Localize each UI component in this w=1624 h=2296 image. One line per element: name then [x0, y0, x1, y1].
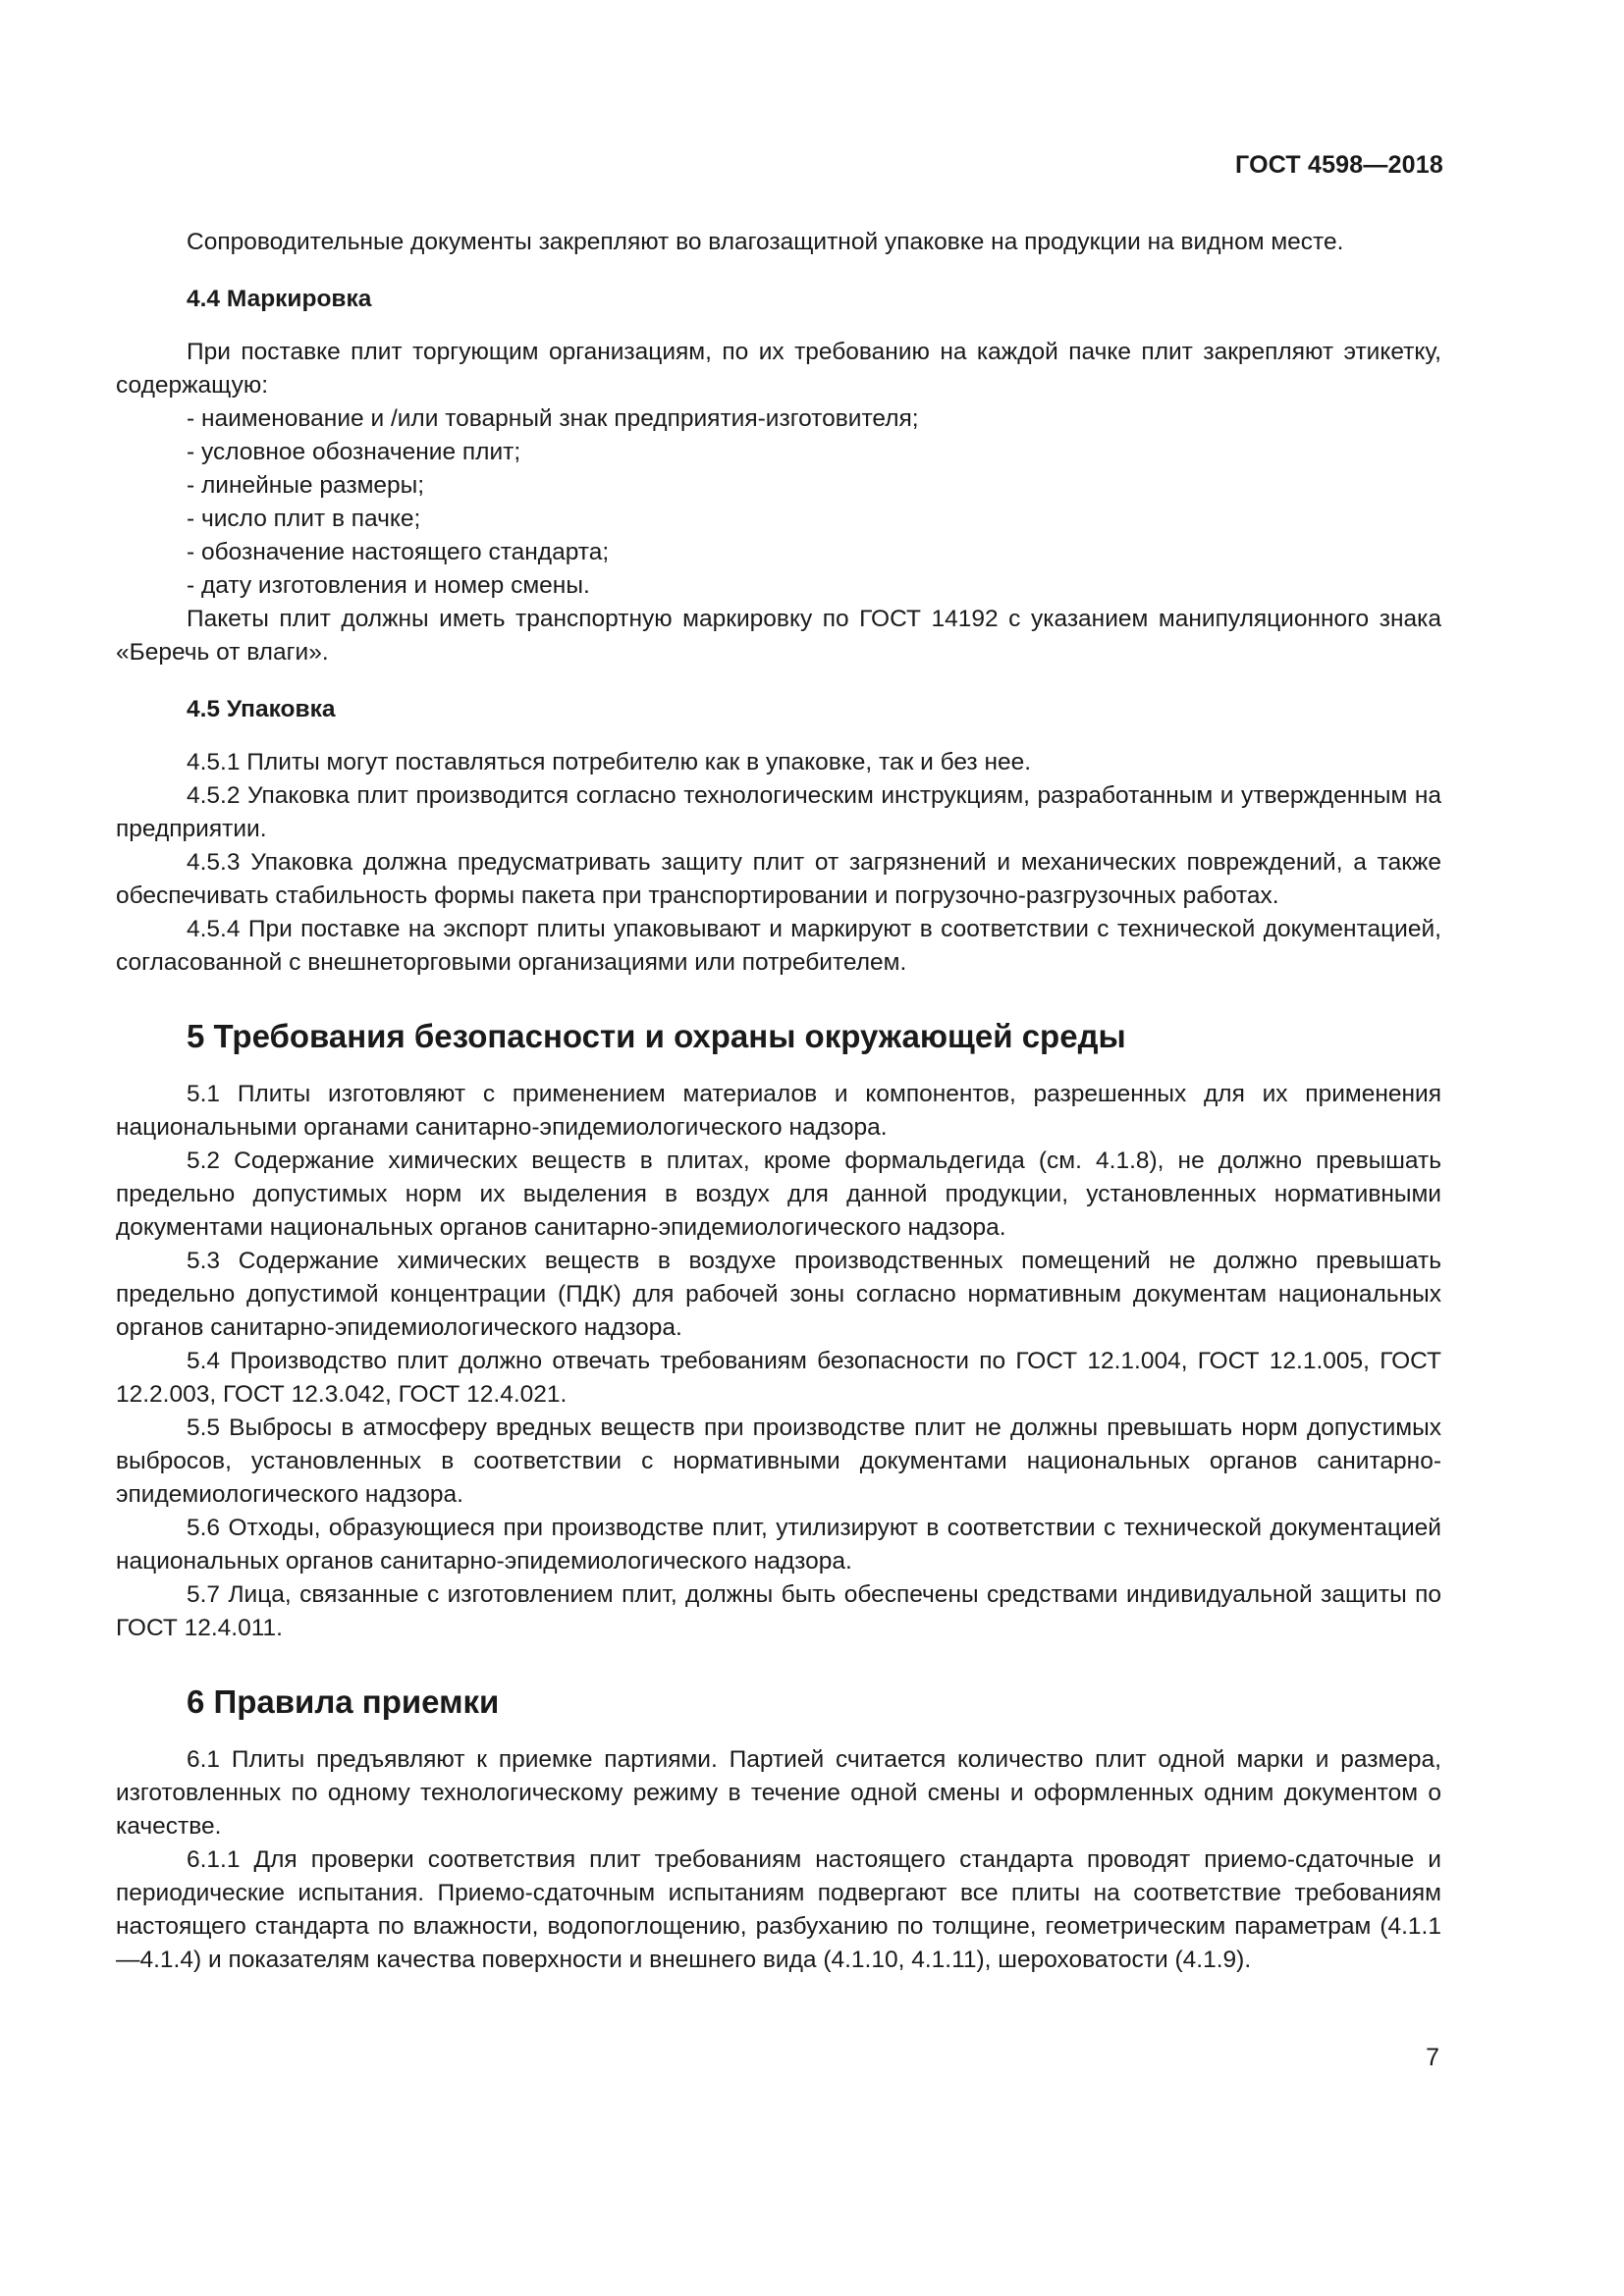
paragraph-5-2: 5.2 Содержание химических веществ в плитах, кроме формальдегида (см. 4.1.8), не должно превышать предельно допустимых норм их выделения в воздух для данной продукции, установленных нормативными документами национальных органов санитарно-эпидемиологического надзора.: [116, 1148, 1441, 1241]
paragraph-5-5: 5.5 Выбросы в атмосферу вредных веществ при производстве плит не должны превышать норм допустимых выбросов, установленных в соответствии с нормативными документами национальных органов санитарно-эпидемиологического надзора.: [116, 1415, 1441, 1508]
paragraph-5-6: 5.6 Отходы, образующиеся при производстве плит, утилизируют в соответствии с технической документацией национальных органов санитарно-эпидемиологического надзора.: [116, 1515, 1441, 1575]
paragraph-4-5-1: 4.5.1 Плиты могут поставляться потребителю как в упаковке, так и без нее.: [187, 749, 1032, 775]
paragraph-6-1: 6.1 Плиты предъявляют к приемке партиями. Партией считается количество плит одной марки и размера, изготовленных по одному технологическому режиму в течение одной смены и оформленных одним документом о качестве.: [116, 1746, 1441, 1840]
list-item: - условное обозначение плит;: [187, 439, 521, 465]
subsection-title-4-4: 4.4 Маркировка: [187, 286, 372, 312]
list-item: - наименование и /или товарный знак предприятия-изготовителя;: [187, 405, 919, 432]
paragraph-6-1-1: 6.1.1 Для проверки соответствия плит требованиям настоящего стандарта проводят приемо-сдаточные и периодические испытания. Приемо-сдаточным испытаниям подвергают все плиты на соответствие требованиям настоящего стандарта по влажности, водопоглощению, разбуханию по толщине, геометрическим параметрам (4.1.1—4.1.4) и показателям качества поверхности и внешнего вида (4.1.10, 4.1.11), шероховатости (4.1.9).: [116, 1846, 1441, 1973]
list-item: - обозначение настоящего стандарта;: [187, 539, 610, 565]
page-number: 7: [1426, 2044, 1439, 2071]
section-title-6: 6 Правила приемки: [187, 1683, 500, 1720]
paragraph-4-4-transport: Пакеты плит должны иметь транспортную маркировку по ГОСТ 14192 с указанием манипуляционного знака «Беречь от влаги».: [116, 606, 1441, 666]
paragraph-5-7: 5.7 Лица, связанные с изготовлением плит, должны быть обеспечены средствами индивидуальной защиты по ГОСТ 12.4.011.: [116, 1581, 1441, 1641]
list-item: - число плит в пачке;: [187, 506, 421, 532]
paragraph-4-4-intro: При поставке плит торгующим организациям, по их требованию на каждой пачке плит закрепляют этикетку, содержащую:: [116, 339, 1441, 399]
paragraph-5-1: 5.1 Плиты изготовляют с применением материалов и компонентов, разрешенных для их применения национальными органами санитарно-эпидемиологического надзора.: [116, 1081, 1441, 1141]
paragraph-4-5-2: 4.5.2 Упаковка плит производится согласно технологическим инструкциям, разработанным и утвержденным на предприятии.: [116, 782, 1441, 842]
page-header-standard: ГОСТ 4598—2018: [1235, 151, 1443, 179]
paragraph-4-5-3: 4.5.3 Упаковка должна предусматривать защиту плит от загрязнений и механических повреждений, а также обеспечивать стабильность формы пакета при транспортировании и погрузочно-разгрузочных работах.: [116, 849, 1441, 909]
subsection-title-4-5: 4.5 Упаковка: [187, 696, 336, 722]
paragraph-accompanying-docs: Сопроводительные документы закрепляют во влагозащитной упаковке на продукции на видном месте.: [187, 229, 1344, 255]
paragraph-5-4: 5.4 Производство плит должно отвечать требованиям безопасности по ГОСТ 12.1.004, ГОСТ 12.1.005, ГОСТ 12.2.003, ГОСТ 12.3.042, ГОСТ 12.4.021.: [116, 1348, 1441, 1408]
list-item: - дату изготовления и номер смены.: [187, 572, 590, 599]
section-title-5: 5 Требования безопасности и охраны окружающей среды: [187, 1018, 1126, 1054]
paragraph-5-3: 5.3 Содержание химических веществ в воздухе производственных помещений не должно превышать предельно допустимой концентрации (ПДК) для рабочей зоны согласно нормативным документам национальных органов санитарно-эпидемиологического надзора.: [116, 1248, 1441, 1341]
document-body: [116, 226, 1441, 1977]
paragraph-4-5-4: 4.5.4 При поставке на экспорт плиты упаковывают и маркируют в соответствии с технической документацией, согласованной с внешнеторговыми организациями или потребителем.: [116, 916, 1441, 976]
list-item: - линейные размеры;: [187, 472, 425, 499]
